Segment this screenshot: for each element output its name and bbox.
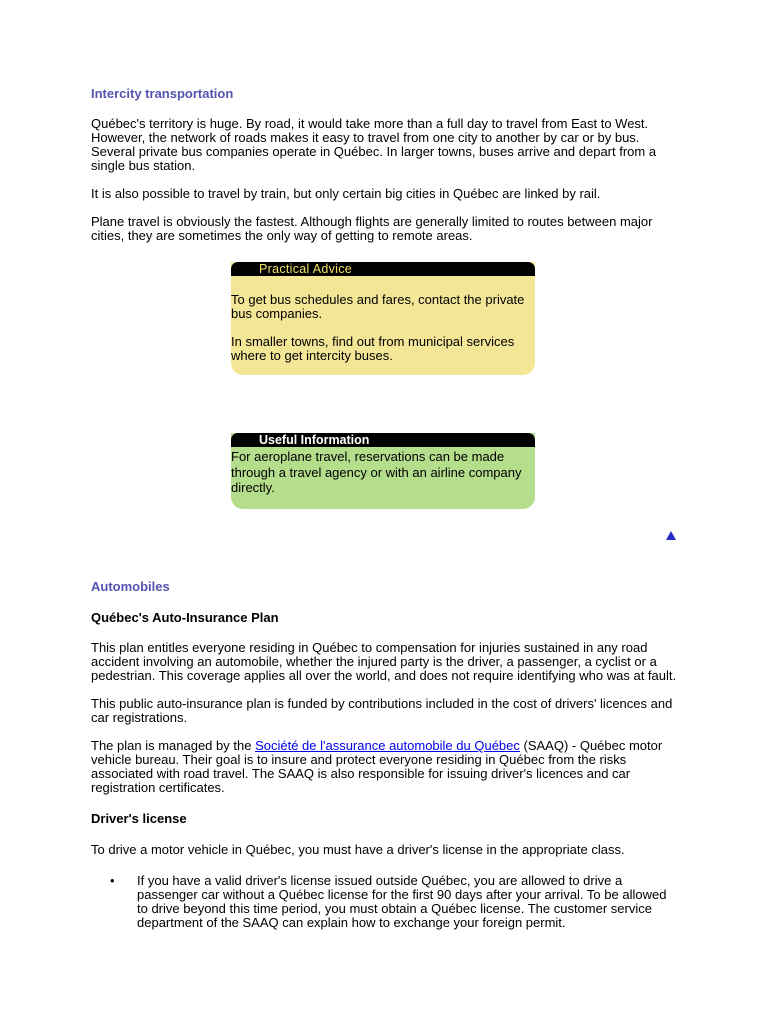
useful-information-box	[231, 433, 535, 509]
list-item: • If you have a valid driver's license issued outside Québec, you are allowed to drive a passenger car without a Québec license for the first 90 days after your arrival. To be allowed to drive beyond this time period, you must obtain a Québec license. The customer service department of the SAAQ can explain how to exchange your foreign permit.	[110, 874, 670, 930]
useful-information-text: For aeroplane travel, reservations can be made through a travel agency or with an airline company directly.	[231, 449, 522, 495]
intercity-paragraph-3: Plane travel is obviously the fastest. Although flights are generally limited to routes between major cities, they are sometimes the only way of getting to remote areas.	[91, 214, 653, 243]
auto-insurance-paragraph-3	[91, 739, 681, 795]
saaq-text-after: (SAAQ) - Québec motor vehicle bureau. Their goal is to insure and protect everyone residing in Québec from the risks associated with road travel. The SAAQ is also responsible for issuing driver's licences and car registration certificates.	[91, 738, 663, 795]
practical-advice-text-1: To get bus schedules and fares, contact the private bus companies.	[231, 292, 525, 321]
auto-insurance-heading: Québec's Auto-Insurance Plan	[91, 610, 279, 625]
saaq-link[interactable]: Société de l'assurance automobile du Québec	[255, 738, 520, 753]
back-to-top-arrow-icon[interactable]	[666, 531, 676, 540]
practical-advice-title: Practical Advice	[231, 262, 535, 276]
drivers-license-paragraph: To drive a motor vehicle in Québec, you must have a driver's license in the appropriate class.	[91, 842, 625, 857]
practical-advice-text-2: In smaller towns, find out from municipal services where to get intercity buses.	[231, 334, 515, 363]
saaq-text-before: The plan is managed by the	[91, 738, 256, 753]
useful-information-title: Useful Information	[231, 433, 535, 447]
practical-advice-box	[231, 262, 535, 375]
automobiles-heading: Automobiles	[91, 579, 170, 594]
auto-insurance-paragraph-2: This public auto-insurance plan is funded by contributions included in the cost of drivers' licences and car registrations.	[91, 696, 673, 725]
intercity-paragraph-1: Québec's territory is huge. By road, it would take more than a full day to travel from East to West. However, the network of roads makes it easy to travel from one city to another by car or by bus. Several private bus companies operate in Québec. In larger towns, buses arrive and depart from a single bus station.	[91, 116, 657, 173]
auto-insurance-paragraph-1: This plan entitles everyone residing in Québec to compensation for injuries sustained in any road accident involving an automobile, whether the injured party is the driver, a passenger, a cyclist or a pedestrian. This coverage applies all over the world, and does not require identifying who was at fault.	[91, 640, 677, 683]
drivers-license-heading: Driver's license	[91, 811, 187, 826]
intercity-heading: Intercity transportation	[91, 86, 234, 101]
drivers-license-list	[110, 874, 670, 930]
intercity-paragraph-2: It is also possible to travel by train, but only certain big cities in Québec are linked by rail.	[91, 186, 601, 201]
